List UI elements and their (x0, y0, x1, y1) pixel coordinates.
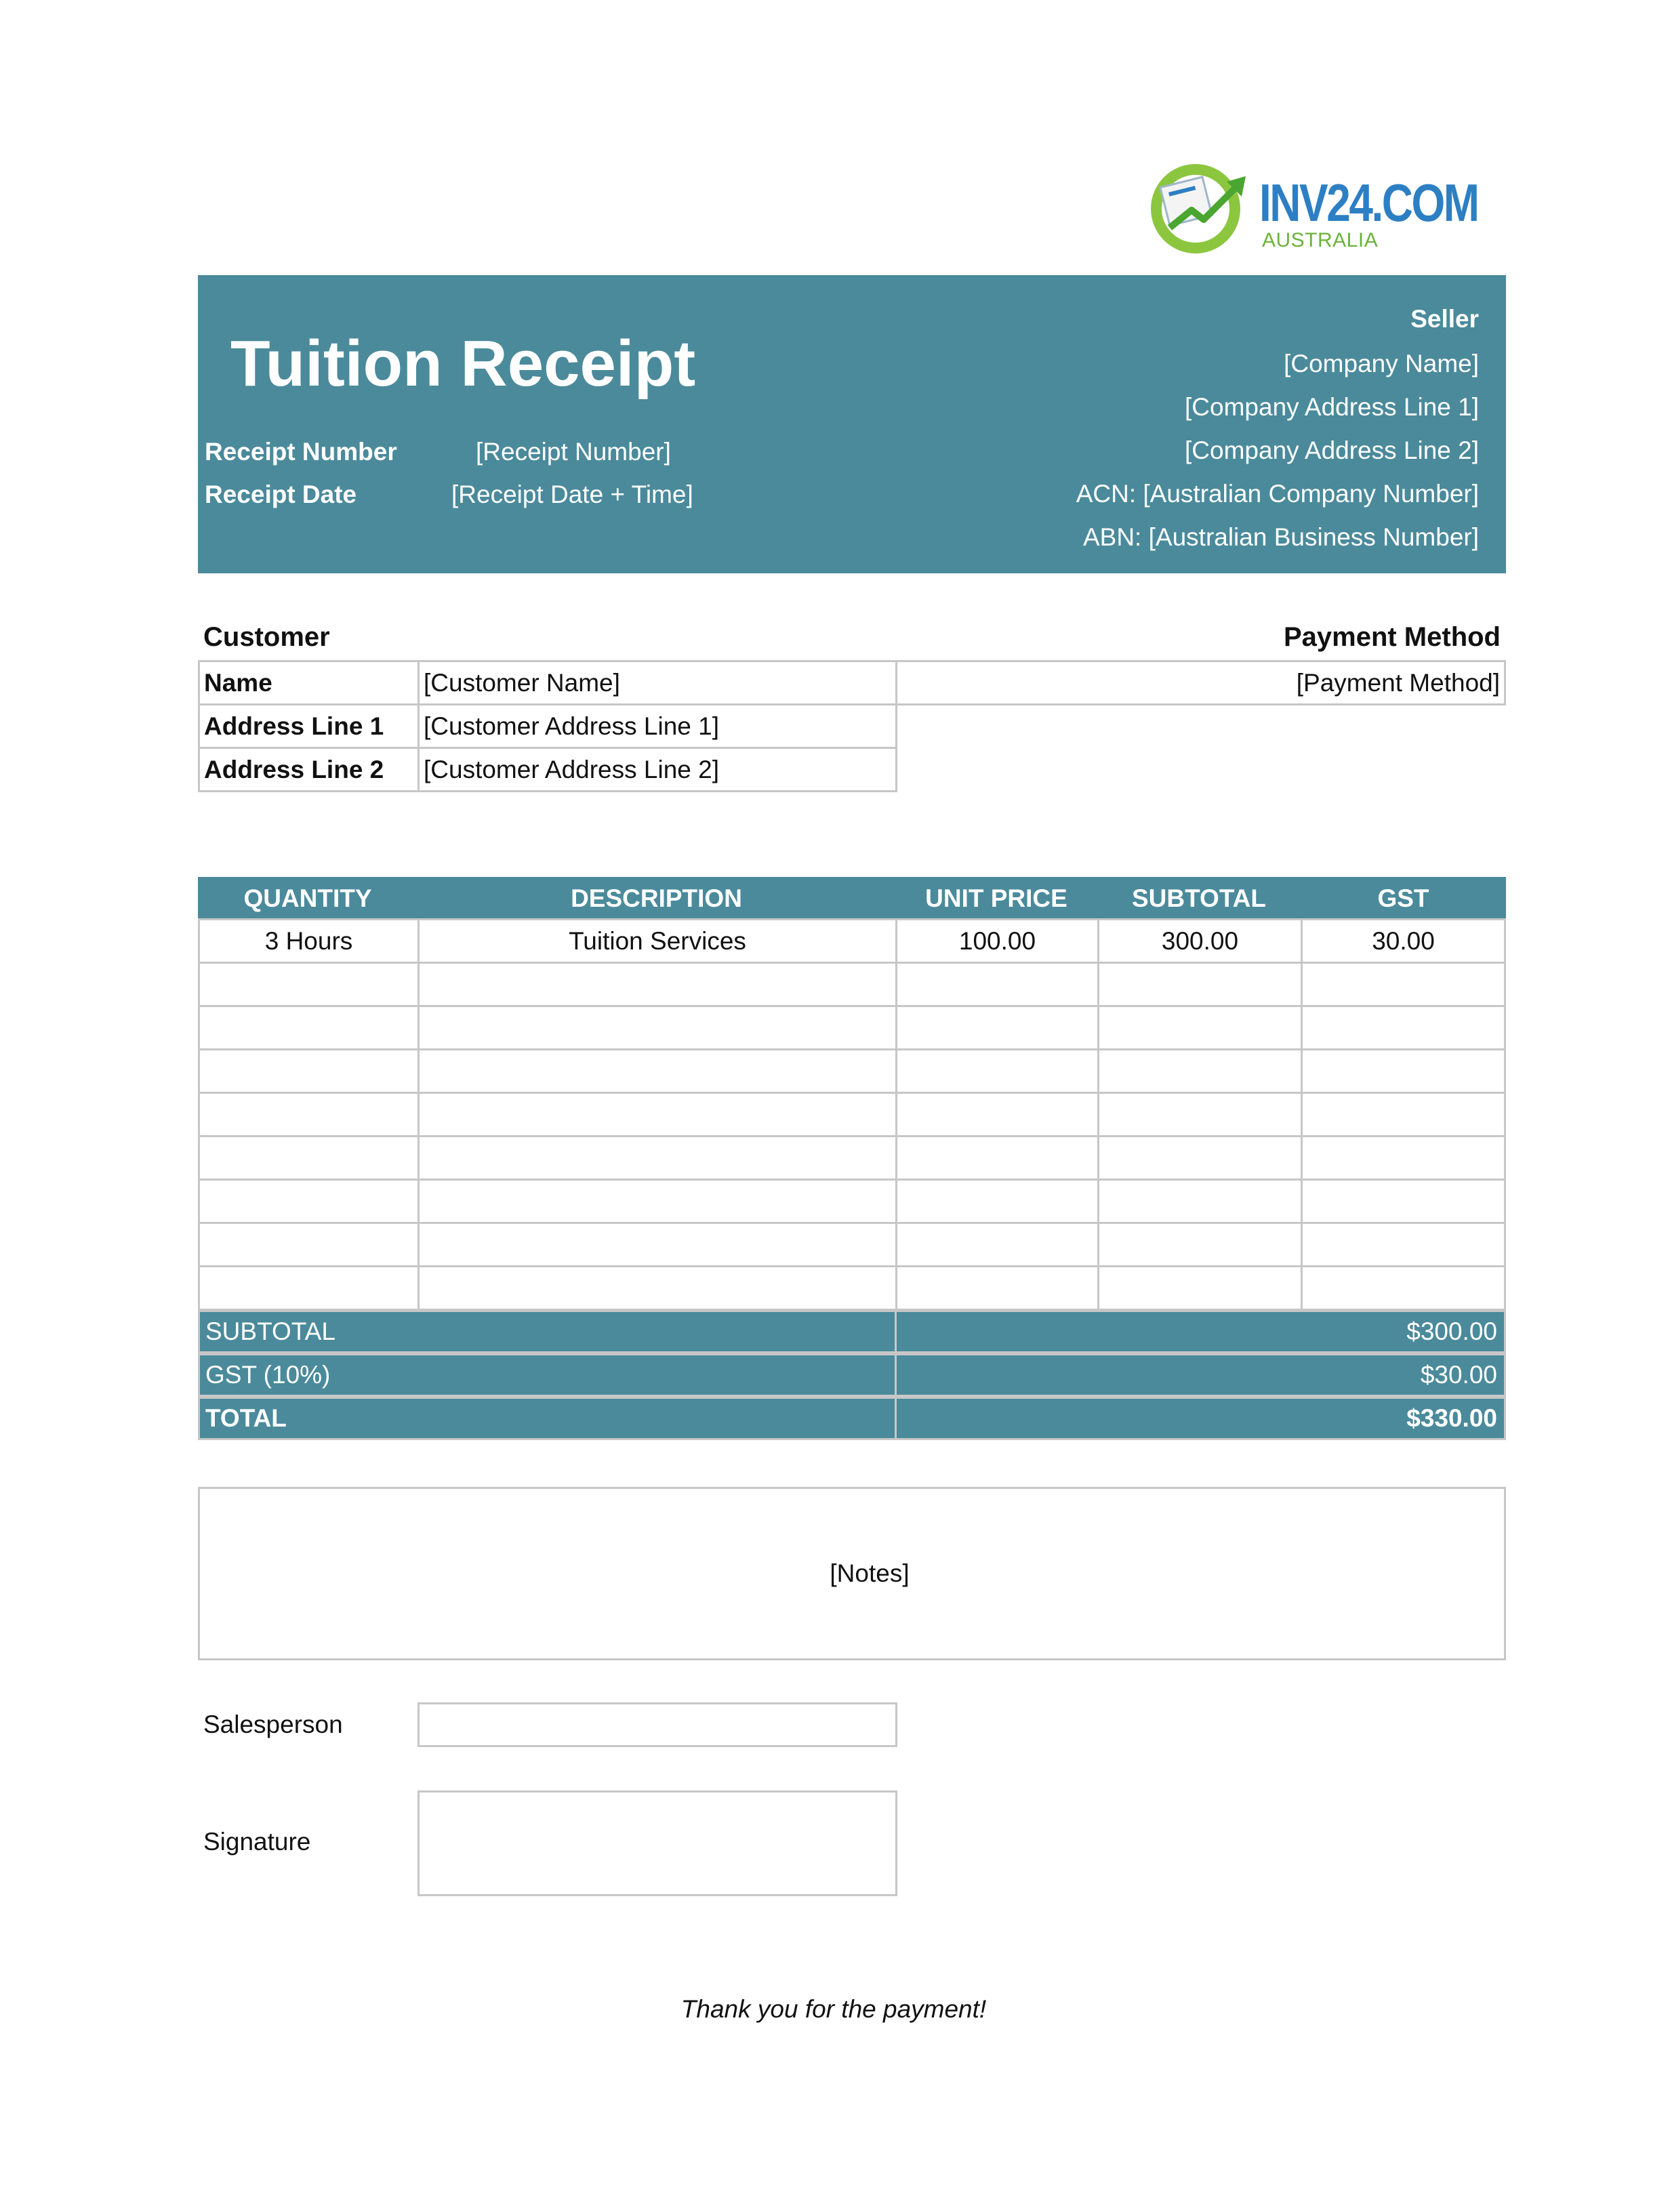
logo-icon (1147, 157, 1255, 259)
item-cell-gst (1301, 962, 1506, 1007)
customer-address-1-value: [Customer Address Line 1] (418, 703, 897, 749)
item-cell-description (418, 1265, 897, 1311)
item-cell-gst (1301, 1048, 1506, 1094)
gst-row (198, 1353, 1506, 1397)
item-cell-subtotal (1097, 1135, 1303, 1181)
seller-company-name: [Company Name] (1284, 350, 1479, 377)
subtotal-label: SUBTOTAL (198, 1310, 897, 1353)
item-cell-subtotal: 300.00 (1097, 918, 1303, 964)
item-cell-description (418, 1092, 897, 1137)
item-cell-description (418, 1222, 897, 1267)
item-cell-description: Tuition Services (418, 918, 897, 964)
item-cell-quantity (198, 1179, 420, 1224)
item-cell-subtotal (1097, 1265, 1303, 1311)
item-cell-gst (1301, 1222, 1506, 1267)
signature-field (418, 1790, 897, 1896)
seller-address-line-1: [Company Address Line 1] (1185, 393, 1479, 421)
item-cell-unit-price (895, 1265, 1099, 1311)
receipt-header (198, 275, 1506, 573)
item-cell-quantity (198, 962, 420, 1007)
item-cell-unit-price (895, 1092, 1099, 1137)
salesperson-field (418, 1702, 897, 1747)
logo-wordmark: INV24.COM (1259, 173, 1478, 232)
item-cell-subtotal (1097, 1222, 1303, 1267)
thank-you-text: Thank you for the payment! (680, 1995, 987, 2023)
customer-address-1-label: Address Line 1 (198, 703, 420, 749)
item-cell-description (418, 1005, 897, 1050)
seller-abn: ABN: [Australian Business Number] (1082, 523, 1479, 551)
item-cell-gst (1301, 1265, 1506, 1311)
receipt-date-label: Receipt Date (205, 480, 357, 508)
total-label: TOTAL (198, 1397, 897, 1440)
item-cell-gst: 30.00 (1301, 918, 1506, 964)
item-cell-description (418, 962, 897, 1007)
item-cell-gst (1301, 1005, 1506, 1050)
logo-subtitle: AUSTRALIA (1262, 229, 1379, 251)
item-cell-unit-price (895, 1005, 1099, 1050)
item-cell-unit-price (895, 1222, 1099, 1267)
customer-name-label: Name (198, 660, 420, 705)
items-table-header (198, 877, 1506, 920)
total-row (198, 1397, 1506, 1440)
item-cell-unit-price (895, 1179, 1099, 1224)
seller-label: Seller (1410, 305, 1479, 333)
item-cell-description (418, 1048, 897, 1094)
gst-value: $30.00 (895, 1353, 1506, 1397)
signature-label: Signature (203, 1828, 311, 1856)
subtotal-value: $300.00 (895, 1310, 1506, 1353)
item-cell-description (418, 1179, 897, 1224)
seller-acn: ACN: [Australian Company Number] (1076, 480, 1479, 508)
customer-name-value: [Customer Name] (418, 660, 897, 705)
notes-box (198, 1487, 1506, 1660)
item-cell-gst (1301, 1179, 1506, 1224)
item-cell-subtotal (1097, 1179, 1303, 1224)
column-header-gst: GST (1377, 884, 1429, 912)
column-header-quantity: QUANTITY (243, 884, 372, 912)
receipt-date-value: [Receipt Date + Time] (451, 480, 693, 508)
item-cell-quantity (198, 1005, 420, 1050)
customer-address-2-value: [Customer Address Line 2] (418, 747, 897, 792)
item-cell-quantity (198, 1092, 420, 1137)
receipt-number-label: Receipt Number (205, 438, 397, 466)
item-cell-subtotal (1097, 1048, 1303, 1094)
subtotal-row (198, 1310, 1506, 1353)
item-cell-quantity (198, 1048, 420, 1094)
item-cell-subtotal (1097, 1092, 1303, 1137)
item-cell-unit-price: 100.00 (895, 918, 1099, 964)
seller-address-line-2: [Company Address Line 2] (1185, 436, 1479, 464)
payment-method-value: [Payment Method] (895, 660, 1506, 705)
column-header-subtotal: SUBTOTAL (1131, 884, 1266, 912)
page-title: Tuition Receipt (230, 327, 696, 400)
payment-method-title: Payment Method (1283, 622, 1501, 652)
item-cell-subtotal (1097, 1005, 1303, 1050)
notes-text: [Notes] (830, 1559, 910, 1587)
item-cell-description (418, 1135, 897, 1181)
thank-you-message (0, 1995, 1670, 2024)
company-logo (1147, 157, 1478, 259)
item-cell-unit-price (895, 962, 1099, 1007)
item-cell-quantity (198, 1222, 420, 1267)
customer-address-2-label: Address Line 2 (198, 747, 420, 792)
column-header-unit-price: UNIT PRICE (925, 884, 1067, 912)
item-cell-quantity (198, 1265, 420, 1311)
salesperson-label: Salesperson (203, 1711, 343, 1738)
item-cell-gst (1301, 1092, 1506, 1137)
item-cell-quantity (198, 1135, 420, 1181)
column-header-description: DESCRIPTION (571, 884, 742, 912)
gst-label: GST (10%) (198, 1353, 897, 1397)
total-value: $330.00 (895, 1397, 1506, 1440)
receipt-number-value: [Receipt Number] (476, 438, 671, 466)
customer-title: Customer (203, 622, 330, 652)
item-cell-unit-price (895, 1135, 1099, 1181)
item-cell-unit-price (895, 1048, 1099, 1094)
item-cell-gst (1301, 1135, 1506, 1181)
item-cell-quantity: 3 Hours (198, 918, 420, 964)
item-cell-subtotal (1097, 962, 1303, 1007)
